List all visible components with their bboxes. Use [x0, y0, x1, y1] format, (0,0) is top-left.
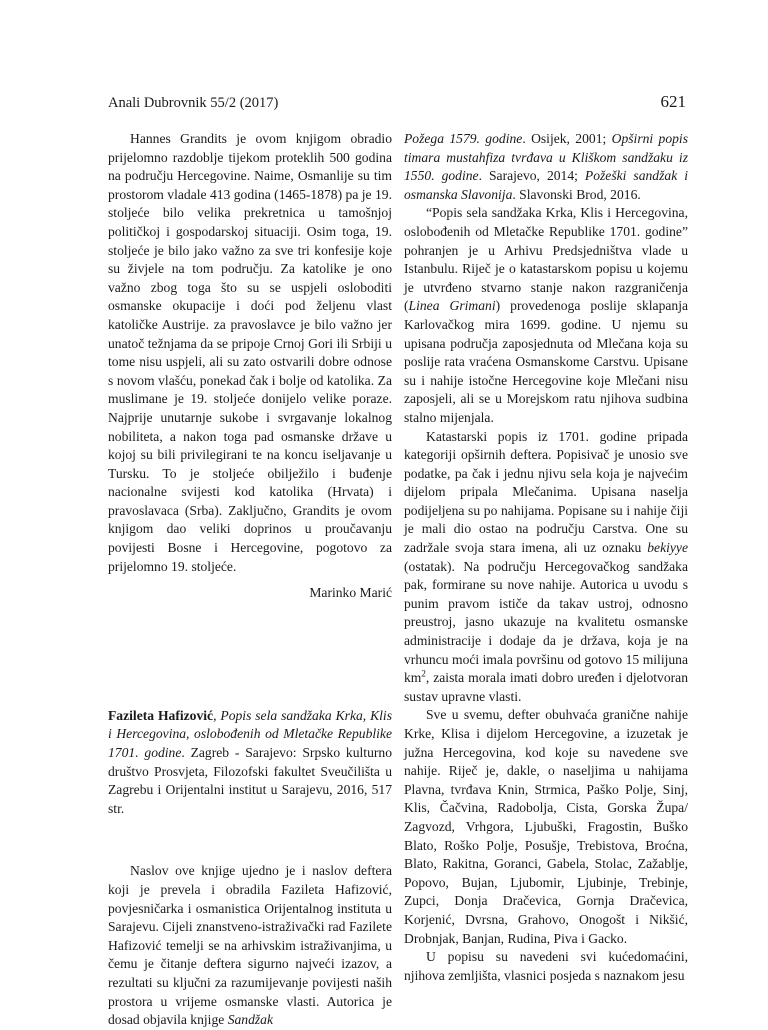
continued-paragraph — [404, 130, 688, 204]
running-head: Anali Dubrovnik 55/2 (2017) — [108, 95, 279, 111]
page-header — [108, 92, 686, 114]
paragraph-householders: U popisu su navedeni svi kućedomaćini, njihova zemljišta, vlasnici posjeda s naznakom jesu — [404, 949, 688, 983]
paragraph-text: (ostatak). Na području Hercegovačkog sandžaka pak, formirane su nove nahije. Autorica u uvodu s punim pravom ističe da takav ustroj, odnosno preustroj, jasno ukazuje na kvalitetu osmanske administracije i dodaje da je država, koja je na vrhuncu moći imala površinu od gotovo 15 milijuna km — [404, 558, 688, 686]
book-bibliographic-entry: Fazileta Hafizović, Popis sela sandžaka Krka, Klis i Hercegovina, oslobođenih od Mletačke Republike 1701. godine. Zagreb - Sarajevo: Srpsko kulturno društvo Prosvjeta, Filozofski fakultet Sveučilišta u Zagrebu i Orijentalni institut u Sarajevu, 2016, 517 str. — [108, 707, 392, 816]
book-publication: . Zagreb - Sarajevo: Srpsko kulturno društvo Prosvjeta, Filozofski fakultet Sveučilišta u Zagrebu i Orijentalni institut u Sarajevu, 2016, 517 str. — [108, 745, 392, 816]
paragraph-text: Naslov ove knjige ujedno je i naslov deftera koji je prevela i obradila Fazileta Hafizović, povjesničarka i osmanistica Orijentalnog instituta u Sarajevu. Cijeli znanstveno-istraživački rad Fazilete Hafizović temelji se na arhivskim istraživanjima, u čemu je čitanje deftera sigurno najveći izazov, a rezultati su ključni za razumijevanje povijesti naših prostora u vrijeme osmanske vlasti. Autorica je dosad objavila knjige — [108, 863, 392, 1028]
italic-title: Sandžak — [227, 1012, 273, 1028]
paragraph-text: , zaista morala imati dobro uređen i djelotvoran sustav upravne vlasti. — [404, 670, 688, 704]
superscript: 2 — [421, 668, 426, 679]
paragraph-text: . Osijek, 2001; — [522, 131, 612, 146]
italic-title: Požega 1579. godine — [404, 131, 523, 146]
right-column — [404, 130, 688, 985]
italic-term: Linea Grimani — [408, 298, 496, 314]
paragraph-text: “Popis sela sandžaka Krka, Klis i Hercegovina, oslobođenih od Mletačke Republike 1701. godine” pohranjen je u Arhivu Predsjedništva vlade u Istanbulu. Riječ je o katastarskom popisu u kojemu je utvrđeno stvarno stanje nakon razgraničenja ( — [404, 205, 688, 314]
paragraph-archive — [404, 204, 688, 427]
left-column — [108, 130, 392, 1030]
italic-title: Požeški sandžak i osmanska Slavonija — [404, 168, 689, 202]
review-paragraph-intro — [108, 862, 392, 1029]
paragraph-text: ) provedenoga poslije sklapanja Karlovačkog mira 1699. godine. U njemu su upisana područja zaposjednuta od Mlečana koja su poslije rata vraćena Osmanskome Carstvu. Upisane su i nahije istočne Hercegovine koje Mlečani nisu zaposjeli, ali se u Morejskom ratu njihova sudbina stalno mijenjala. — [404, 298, 689, 425]
italic-title: Opširni popis timara mustahfiza tvrđava u Kliškom sandžaku iz 1550. godine — [404, 131, 688, 184]
page-number: 621 — [660, 92, 686, 111]
paragraph-text: . Sarajevo, 2014; — [478, 168, 585, 184]
paragraph-nahije: Sve u svemu, defter obuhvaća granične nahije Krke, Klisa i dijelom Hercegovine, a izuzetak je južna Hercegovina, kod koje su navedene sve nahije. Riječ je, dakle, o naseljima u nahijama Plavna, tvrđava Knin, Strmica, Paško Polje, Sinj, Klis, Čačvina, Radobolja, Cista, Gorska Župa/ Zagvozd, Vrhgora, Ljubuški, Fragostin, Buško Blato, Roško Polje, Posušje, Trebistova, Broćna, Blato, Rakitna, Goranci, Gabela, Stolac, Zažablje, Popovo, Bujan, Ljubomir, Ljubinje, Trebinje, Zupci, Donja Dračevica, Gornja Dračevica, Korjenić, Dvrsna, Grahovo, Onogošt i Nikšić, Drobnjak, Banjan, Rudina, Piva i Gacko. — [404, 707, 688, 946]
reviewer-signature: Marinko Marić — [309, 585, 392, 601]
paragraph-text: . Slavonski Brod, 2016. — [512, 186, 641, 202]
review-paragraph-grandits: Hannes Grandits je ovom knjigom obradio prijelomno razdoblje tijekom proteklih 500 godina na području Hercegovine. Naime, Osmanlije su tim prostorom vladale 413 godina (1465-1878) pa je 19. stoljeće bilo velika prekretnica u tamošnjoj političkoj i gospodarskoj situaciji. Osim toga, 19. stoljeće je bilo jako važno za sve tri konfesije koje su živjele na tom području. Za katolike je ono važno zbog toga što su se uspjeli osloboditi osmanske okupacije i doći pod željenu vlast katoličke Austrije. za pravoslavce je bilo važno jer unatoč težnjama da se pripoje Crnoj Gori ili Srbiji u tome nisu uspjeli, ali su zato ostvarili dobre odnose s novom vlašću, ponekad čak i bolje od katolika. Za muslimane je 19. stoljeće donijelo velike poraze. Najprije unutarnje sukobe i svrgavanje lokalnog nobiliteta, a nakon toga pad osmanske države u kojoj su bili privilegirani te na koncu iseljavanje u Tursku. To je stoljeće obilježilo i buđenje nacionalne svijesti kod katolika (Hrvata) i pravoslavaca (Srba). Zaključno, Grandits je ovom knjigom dao veliki doprinos u proučavanju povijesti Bosne i Hercegovine, pogotovo za prijelomno 19. stoljeće. — [108, 131, 392, 574]
italic-term: bekiyye — [647, 540, 688, 556]
paragraph-cadastral — [404, 428, 688, 707]
book-title: Popis sela sandžaka Krka, Klis i Hercegovina, oslobođenih od Mletačke Republike 1701. godine — [108, 707, 392, 761]
paragraph-text: Katastarski popis iz 1701. godine pripada kategoriji opširnih deftera. Popisivač je unosio sve podatke, pa čak i jednu njivu sela koja je najvećim dijelom pripala Mlečanima. Upisana naselja podijeljena su po nahijama. Popisane su i nahije čiji je mali dio ostao na području Carstva. One su zadržale svoja stara imena, ali uz oznaku — [404, 428, 688, 556]
book-author: Fazileta Hafizović — [108, 707, 214, 723]
